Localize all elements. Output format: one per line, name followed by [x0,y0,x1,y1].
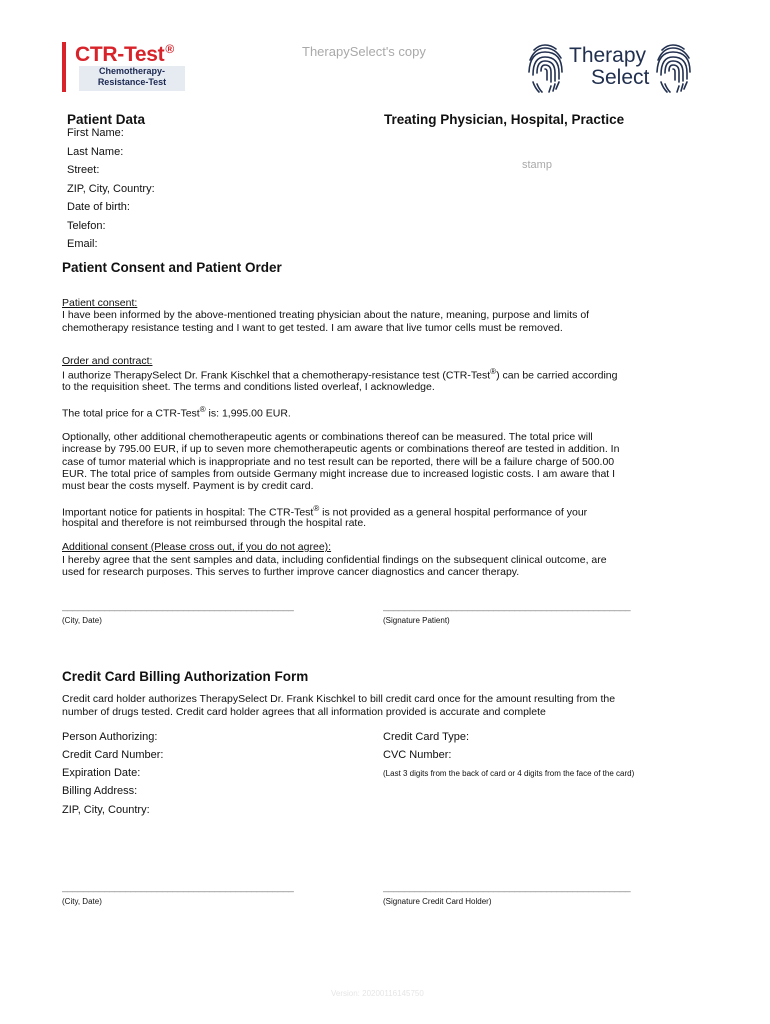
optional-line: increase by 795.00 EUR, if up to seven more chemotherapeutic agents or combinations thereof are tested in addition. In [62,443,620,455]
card-holder-signature-line[interactable]: _______________________________________________ [383,882,631,893]
optional-line: case of tumor material which is inappropriate and no test result can be reported, there will be a failure charge of 500.00 [62,456,615,468]
city-date-signature-line[interactable]: ____________________________________________ [62,601,294,612]
billing-city-date-line[interactable]: ____________________________________________ [62,882,294,893]
consent-heading: Patient Consent and Patient Order [62,260,282,275]
card-holder-signature-caption: (Signature Credit Card Holder) [383,897,492,906]
therapy-select-logo [524,40,694,98]
logo-bar [62,42,66,92]
stamp-placeholder: stamp [522,159,552,171]
telefon-field[interactable]: Telefon: [67,220,106,232]
street-field[interactable]: Street: [67,164,100,176]
order-line: I authorize TherapySelect Dr. Frank Kischkel that a chemotherapy-resistance test (CTR-Test®) can be carried according [62,367,618,382]
credit-intro-line: Credit card holder authorizes TherapySelect Dr. Frank Kischkel to bill credit card once for the amount resulting from the [62,693,616,705]
price-line: The total price for a CTR-Test® is: 1,995.00 EUR. [62,405,291,420]
optional-line: EUR. The total price of samples from outside Germany might increase due to increased logistic costs. I am aware that I [62,468,616,480]
additional-consent-title: Additional consent (Please cross out, if you do not agree): [62,541,332,553]
credit-card-number-field[interactable]: Credit Card Number: [62,749,164,761]
patient-signature-caption: (Signature Patient) [383,616,450,625]
additional-consent-line: I hereby agree that the sent samples and data, including confidential findings on the subsequent clinical outcome, are [62,554,607,566]
notice-line: hospital and therefore is not reimbursed through the hospital rate. [62,517,367,529]
first-name-field[interactable]: First Name: [67,127,124,139]
cvc-number-field[interactable]: CVC Number: [383,749,452,761]
date-of-birth-field[interactable]: Date of birth: [67,201,130,213]
expiration-date-field[interactable]: Expiration Date: [62,767,141,779]
fingerprint-icon-right [652,42,694,96]
credit-card-type-field[interactable]: Credit Card Type: [383,731,470,743]
patient-data-heading: Patient Data [67,112,146,127]
patient-consent-title: Patient consent: [62,297,138,309]
physician-heading: Treating Physician, Hospital, Practice [384,112,625,127]
last-name-field[interactable]: Last Name: [67,146,124,158]
version-footer: Version: 20200116145750 [331,989,424,998]
ctr-logo-subtitle: Chemotherapy- Resistance-Test [79,66,185,91]
credit-card-heading: Credit Card Billing Authorization Form [62,669,309,684]
optional-line: Optionally, other additional chemotherapeutic agents or combinations thereof can be measured. The total price will [62,431,593,443]
credit-intro-line: number of drugs tested. Credit card holder agrees that all information provided is accurate and complete [62,706,546,718]
fingerprint-icon [524,42,566,96]
billing-zip-city-country-field[interactable]: ZIP, City, Country: [62,804,150,816]
therapy-select-wordmark: Therapy Select [569,44,650,89]
email-field[interactable]: Email: [67,238,98,250]
patient-signature-line[interactable]: _______________________________________________ [383,601,631,612]
patient-consent-line: chemotherapy resistance testing and I want to get tested. I am aware that live tumor cells must be removed. [62,322,563,334]
order-line: to the requisition sheet. The terms and conditions listed overleaf, I acknowledge. [62,381,435,393]
cvc-note: (Last 3 digits from the back of card or 4 digits from the face of the card) [383,769,635,778]
patient-consent-line: I have been informed by the above-mentioned treating physician about the nature, meaning, purpose and limits of [62,309,590,321]
additional-consent-line: used for research purposes. This serves to further improve cancer diagnostics and cancer therapy. [62,566,520,578]
ctr-test-logo [62,42,188,92]
optional-line: must bear the costs myself. Payment is by credit card. [62,480,314,492]
notice-line: Important notice for patients in hospital: The CTR-Test® is not provided as a general hospital performance of your [62,504,588,519]
copy-label: TherapySelect's copy [302,44,426,59]
billing-address-field[interactable]: Billing Address: [62,785,138,797]
person-authorizing-field[interactable]: Person Authorizing: [62,731,158,743]
ctr-logo-title: CTR-Test® [75,42,174,66]
city-date-caption: (City, Date) [62,616,102,625]
order-title: Order and contract: [62,355,153,367]
zip-city-country-field[interactable]: ZIP, City, Country: [67,183,155,195]
billing-city-date-caption: (City, Date) [62,897,102,906]
